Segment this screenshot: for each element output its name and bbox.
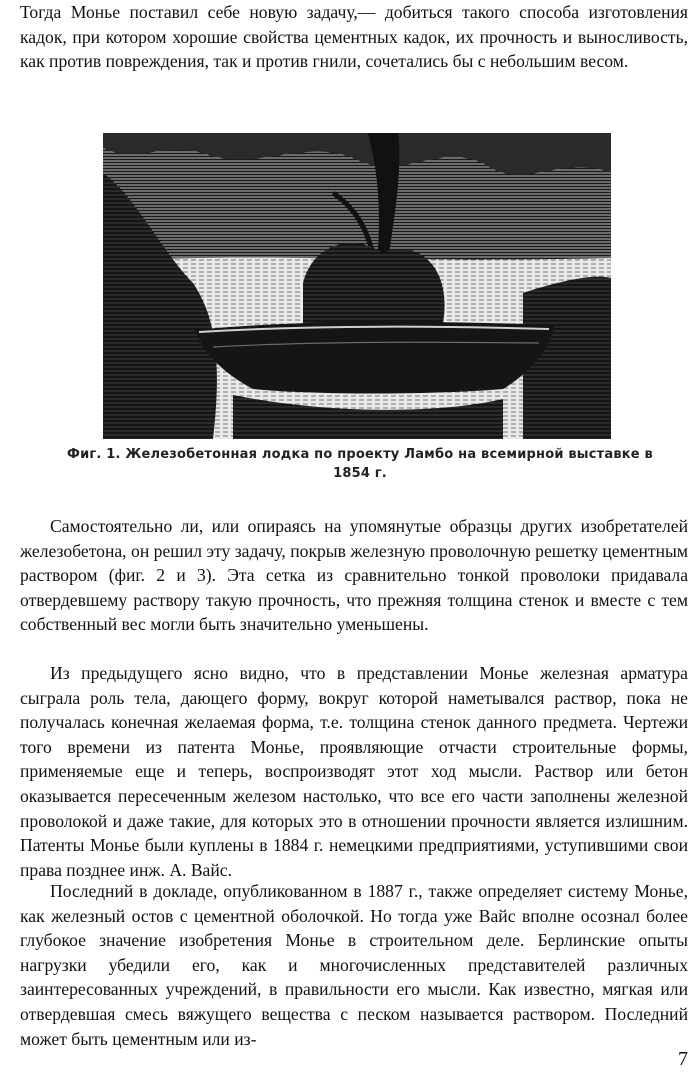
paragraph-4: Последний в докладе, опубликованном в 1887 г., также определяет систему Монье, как железный остов с цементной оболочкой. Но тогда уже Вайс вполне осознал более глубокое значение изобретения Монье в строительном деле. Берлинские опыты нагрузки убедили его, как и многочисленных представителей различных заинтересованных учреждений, в правильности его мысли. Как известно, мягкая или отвердевшая смесь вяжущего вещества с песком называется раствором. Последний может быть цементным или из- <box>20 881 688 1049</box>
boat-illustration <box>103 133 611 439</box>
paragraph-1: Тогда Монье поставил себе новую задачу,— добиться такого способа изготовления кадок, при котором хорошие свойства цементных кадок, их прочность и выносливость, как против повреждения, так и против гнили, сочетались бы с небольшим весом. <box>20 2 688 72</box>
paragraph-2: Самостоятельно ли, или опираясь на упомянутые образцы других изобретателей железобетона, он решил эту задачу, покрыв железную проволочную решетку цементным раствором (фиг. 2 и 3). Эта сетка из сравнительно тонкой проволоки придавала отвердевшему раствору такую прочность, что прежняя толщина стенок и вместе с тем собственный вес могли быть значительно уменьшены. <box>20 516 688 635</box>
figure-caption: Фиг. 1. Железобетонная лодка по проекту Ламбо на всемирной выставке в 1854 г. <box>67 447 653 481</box>
page-number: 7 <box>678 1048 688 1070</box>
paragraph-3: Из предыдущего ясно видно, что в представлении Монье железная арматура сыграла роль тела, дающего форму, вокруг которой наметывался раствор, пока не получалась конечная желаемая форма, т.е. толщина стенок данного предмета. Чертежи того времени из патента Монье, проявляющие отчасти строительные формы, применяемые еще и теперь, воспроизводят этот ход мысли. Раствор или бетон оказывается пересеченным железом настолько, что все его части заполнены железной проволокой и даже такие, для которых это в отношении прочности является излишним. Патенты Монье были куплены в 1884 г. немецкими предприятиями, уступившими свои права позднее инж. А. Вайс. <box>20 663 688 880</box>
